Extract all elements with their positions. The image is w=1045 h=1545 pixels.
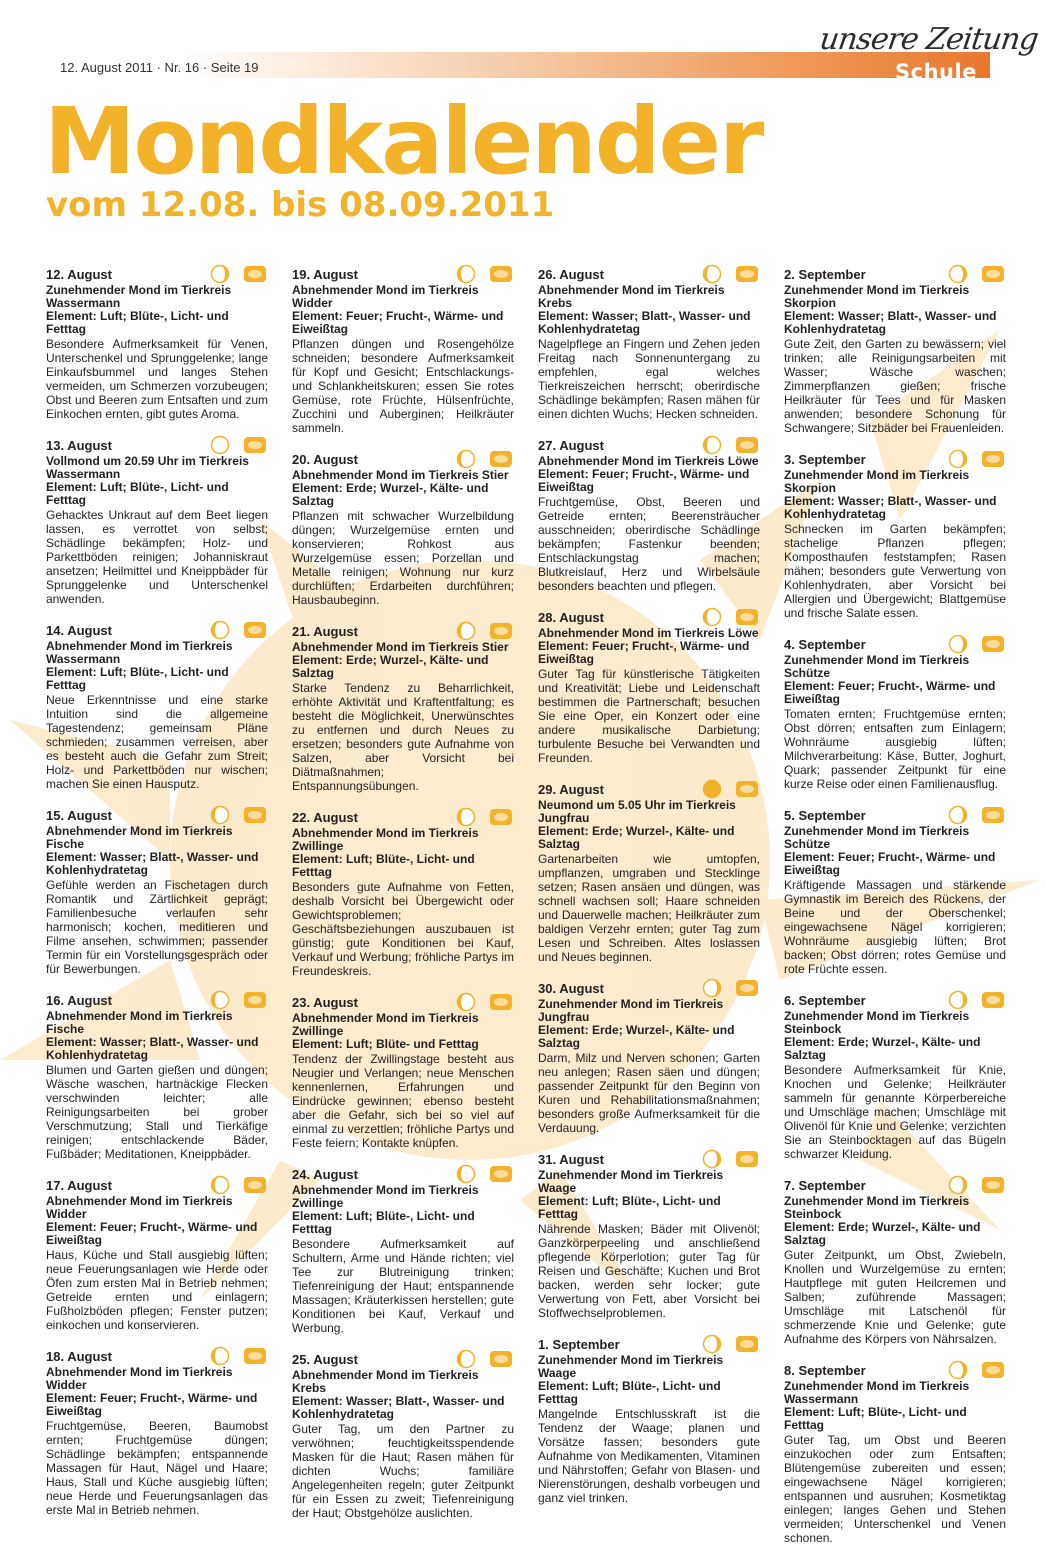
element-line: Element: Wasser; Blatt-, Wasser- und Kohlenhydratetag (784, 494, 997, 521)
leo-icon (736, 609, 758, 625)
element-line: Element: Feuer; Frucht-, Wärme- und Eiweißtag (46, 1220, 258, 1247)
moon-waxing-icon (948, 1175, 968, 1195)
calendar-entry (538, 779, 760, 964)
entry-header (784, 634, 1006, 654)
element-line: Element: Feuer; Frucht-, Wärme- und Eiweißtag (784, 850, 996, 877)
virgo-icon (736, 781, 758, 797)
moon-phase-line: Abnehmender Mond im Tierkreis Widder (292, 283, 479, 310)
element-line: Element: Luft; Blüte-, Licht- und Fetttag (538, 1379, 721, 1406)
element-line: Element: Feuer; Frucht-, Wärme- und Eiweißtag (538, 639, 750, 666)
entry-date: 14. August (46, 622, 112, 638)
entry-text: Gefühle werden an Fischetagen durch Romantik und Zärtlichkeit geprägt; Familienbesuche verlaufen sehr harmonisch; kochen, meditieren und Filme ansehen, schwimmen; passender Termin für ein Vorstellungsgespräch oder für Bewerbungen. (46, 878, 268, 976)
entry-header (784, 1175, 1006, 1195)
moon-waxing-icon (948, 634, 968, 654)
moon-waning-icon (702, 435, 722, 455)
calendar-entry (292, 992, 514, 1150)
gemini-icon (490, 809, 512, 825)
libra-icon (736, 1336, 758, 1352)
taurus-icon (490, 623, 512, 639)
cancer-icon (736, 266, 758, 282)
moon-waning-icon (456, 264, 476, 284)
entry-date: 16. August (46, 992, 112, 1008)
page-subtitle: vom 12.08. bis 08.09.2011 (46, 185, 555, 225)
entry-date: 17. August (46, 1177, 112, 1193)
entry-text: Gehacktes Unkraut auf dem Beet liegen lassen, es verrottet von selbst; Schädlinge bekämpfen; Holz- und Parkettböden reinigen; Johanniskraut ansetzen; Heilmittel und Kneippbäder für Sprunggelenke und Unterschenkel anwenden. (46, 508, 268, 606)
moon-waning-icon (210, 1346, 230, 1366)
entry-text: Fruchtgemüse, Beeren, Baumobst ernten; Fruchtgemüse düngen; Schädlinge bekämpfen; entspannende Massagen für Haut, Nägel und Haare; Haus, Stall und Küche ausgiebig lüften; neue Herde und Feuerungsanlagen das erste Mal in Betrieb nehmen. (46, 1419, 268, 1517)
calendar-column (292, 264, 514, 1520)
entry-text: Nährende Masken; Bäder mit Olivenöl; Ganzkörperpeeling und anschließend pflegende Körperlotion; guter Tag für Reisen und Geschäfte; Kuchen und Brot backen, werden sehr locker; gute Verwertung von Fett, aber Vorsicht bei Stoffwechselproblemen. (538, 1222, 760, 1320)
entry-header (292, 1349, 514, 1369)
capricorn-icon (982, 992, 1004, 1008)
moon-phase-line: Zunehmender Mond im Tierkreis Skorpion (784, 283, 970, 310)
moon-waning-icon (456, 1349, 476, 1369)
moon-waning-icon (210, 990, 230, 1010)
calendar-column (784, 264, 1006, 1545)
entry-header (784, 449, 1006, 469)
entry-text: Tendenz der Zwillingstage besteht aus Neugier und Verlangen; neue Menschen kennenlernen, Erfahrungen und Eindrücke gewinnen; ebenso besteht aber die Gefahr, sich bei so viel auf einmal zu verzettlen; fröhliche Partys und Feste feiern; Kontakte knüpfen. (292, 1052, 514, 1150)
entry-text: Tomaten ernten; Fruchtgemüse ernten; Obst dörren; entsaften zum Einlagern; Wohnräume ausgiebig lüften; Milchverarbeitung: Käse, Butter, Joghurt, Quark; passender Zeitpunkt für eine kurze Reise oder einen Familienausflug. (784, 707, 1006, 791)
calendar-entry (46, 264, 268, 421)
calendar-entry (538, 1149, 760, 1320)
moon-phase-line: Abnehmender Mond im Tierkreis Stier (292, 640, 509, 654)
moon-phase-line: Zunehmender Mond im Tierkreis Jungfrau (538, 997, 724, 1024)
element-line: Element: Erde; Wurzel-, Kälte- und Salztag (292, 481, 489, 508)
entry-header (538, 607, 760, 627)
entry-date: 18. August (46, 1348, 112, 1364)
calendar-entry (538, 264, 760, 421)
entry-text: Blumen und Garten gießen und düngen; Wäsche waschen, hartnäckige Flecken verschwinden leichter; alle Reinigungsarbeiten bei grober Verschmutzung; Stall und Tierkäfige reinigen; entschlackende Bäder, Fußbäder; Meditationen, Kneippbäder. (46, 1063, 268, 1161)
entry-date: 8. September (784, 1362, 866, 1378)
calendar-entry (46, 990, 268, 1161)
calendar-entry (784, 990, 1006, 1161)
element-line: Element: Wasser; Blatt-, Wasser- und Kohlenhydratetag (538, 309, 751, 336)
calendar-entry (784, 634, 1006, 791)
element-line: Element: Erde; Wurzel-, Kälte- und Salztag (292, 653, 489, 680)
aquarius-icon (244, 437, 266, 453)
calendar-entry (292, 621, 514, 793)
entry-text: Haus, Küche und Stall ausgiebig lüften; neue Feuerungsanlagen wie Herde oder Öfen zum ersten Mal in Betrieb nehmen; Getreide ernten und einlagern; Fußholzböden pflegen; Fenster putzen; einkochen und konservieren. (46, 1248, 268, 1332)
entry-date: 27. August (538, 437, 604, 453)
moon-waning-icon (210, 620, 230, 640)
element-line: Element: Luft; Blüte-, Licht- und Fetttag (784, 1405, 967, 1432)
entry-header (292, 807, 514, 827)
sagittarius-icon (982, 807, 1004, 823)
moon-phase-line: Abnehmender Mond im Tierkreis Löwe (538, 454, 759, 468)
page-title: Mondkalender (44, 88, 763, 195)
element-line: Element: Luft; Blüte-, Licht- und Fetttag (46, 665, 229, 692)
element-line: Element: Luft; Blüte-, Licht- und Fetttag (46, 480, 229, 507)
moon-phase-line: Zunehmender Mond im Tierkreis Schütze (784, 653, 970, 680)
moon-phase-line: Abnehmender Mond im Tierkreis Zwillinge (292, 826, 479, 853)
entry-text: Guter Zeitpunkt, um Obst, Zwiebeln, Knollen und Wurzelgemüse zu ernten; Hautpflege mit guten Heilcremen und Salben; zuführende Massagen; Umschläge mit Latschenöl für schmerzende Knie und Gelenke; gute Aufnahme des Körpers von Nährsalzen. (784, 1248, 1006, 1346)
element-line: Element: Wasser; Blatt-, Wasser- und Kohlenhydratetag (46, 850, 259, 877)
moon-phase-line: Abnehmender Mond im Tierkreis Widder (46, 1365, 233, 1392)
entry-text: Besonders gute Aufnahme von Fetten, deshalb Vorsicht bei Übergewicht oder Gewichtsproblemen; Geschäftsbeziehungen auszubauen ist günstig; gute Konditionen bei Kauf, Verkauf und Werbung; fröhliche Partys im Freundeskreis. (292, 880, 514, 978)
element-line: Element: Feuer; Frucht-, Wärme- und Eiweißtag (538, 467, 750, 494)
newspaper-masthead: unsere Zeitung (817, 22, 1040, 57)
entry-header (292, 449, 514, 469)
entry-date: 30. August (538, 980, 604, 996)
moon-waxing-icon (948, 264, 968, 284)
moon-phase-line: Abnehmender Mond im Tierkreis Krebs (292, 1368, 479, 1395)
entry-header (292, 621, 514, 641)
entry-text: Gartenarbeiten wie umtopfen, umpflanzen, umgraben und Stecklinge setzen; Rasen ansäen und düngen, was schnell wachsen soll; Haare schneiden und Dauerwelle machen; Heilkräuter zum baldigen Verzehr ernten; guter Tag zum Lesen und Schreiben. Altes loslassen und Neues beginnen. (538, 852, 760, 964)
scorpio-icon (982, 266, 1004, 282)
moon-waxing-icon (948, 805, 968, 825)
calendar-column (46, 264, 268, 1517)
entry-header (46, 805, 268, 825)
entry-date: 31. August (538, 1151, 604, 1167)
moon-phase-line: Zunehmender Mond im Tierkreis Steinbock (784, 1009, 970, 1036)
moon-waning-icon (702, 264, 722, 284)
calendar-entry (46, 805, 268, 976)
entry-text: Pflanzen mit schwacher Wurzelbildung düngen; Wurzelgemüse ernten und konservieren; Rohkost aus Wurzelgemüse essen; Porzellan und Metalle reinigen; Wohnung nur kurz durchlüften; Erdarbeiten durchführen; Hausbaubeginn. (292, 509, 514, 607)
calendar-entry (46, 620, 268, 791)
element-line: Element: Erde; Wurzel-, Kälte- und Salztag (784, 1220, 981, 1247)
moon-waxing-icon (702, 1334, 722, 1354)
pisces-icon (244, 992, 266, 1008)
moon-phase-line: Abnehmender Mond im Tierkreis Stier (292, 468, 509, 482)
entry-text: Gute Zeit, den Garten zu bewässern; viel trinken; alle Reinigungsarbeiten mit Wasser; Wäsche waschen; Zimmerpflanzen gießen; frische Heilkräuter für Tees und für Masken anwenden; besondere Schonung für Schwangere; Sitzbäder bei Frauenleiden. (784, 337, 1006, 435)
calendar-entry (292, 1349, 514, 1520)
issue-date-line: 12. August 2011 · Nr. 16 · Seite 19 (60, 60, 259, 75)
entry-text: Besondere Aufmerksamkeit auf Schultern, Arme und Hände richten; viel Tee zur Blutreinigung trinken; Tiefenreinigung der Haut; entspannende Massagen; Kräuterkissen herstellen; gute Konditionen bei Kauf, Verkauf und Werbung. (292, 1237, 514, 1335)
aquarius-icon (982, 1362, 1004, 1378)
cancer-icon (490, 1351, 512, 1367)
calendar-entry (292, 807, 514, 978)
moon-waning-icon (456, 807, 476, 827)
capricorn-icon (982, 1177, 1004, 1193)
entry-text: Guter Tag für künstlerische Tätigkeiten und Kreativität; Liebe und Leidenschaft bestimmen die Partnerschaft; besuchen Sie eine Oper, ein Konzert oder eine andere musikalische Darbietung; turbulente Besuche bei Verwandten und Freunden. (538, 667, 760, 765)
moon-phase-line: Vollmond um 20.59 Uhr im Tierkreis Wassermann (46, 454, 249, 481)
entry-text: Besondere Aufmerksamkeit für Knie, Knochen und Gelenke; Heilkräuter sammeln für genannte Körperbereiche und Umschläge machen; Umschläge mit Olivenöl für Knie und Gelenke; verzichten Sie an Steinbocktagen auf das Bügeln schwarzer Kleidung. (784, 1063, 1006, 1161)
calendar-entry (46, 1346, 268, 1517)
element-line: Element: Erde; Wurzel-, Kälte- und Salztag (538, 1023, 735, 1050)
calendar-column (538, 264, 760, 1505)
entry-date: 22. August (292, 809, 358, 825)
moon-waxing-icon (948, 1360, 968, 1380)
entry-date: 7. September (784, 1177, 866, 1193)
section-label: Schule (895, 60, 977, 84)
moon-phase-line: Abnehmender Mond im Tierkreis Wassermann (46, 639, 233, 666)
entry-date: 12. August (46, 266, 112, 282)
moon-phase-line: Abnehmender Mond im Tierkreis Fische (46, 1009, 233, 1036)
entry-date: 21. August (292, 623, 358, 639)
aries-icon (244, 1177, 266, 1193)
entry-header (784, 264, 1006, 284)
aries-icon (490, 266, 512, 282)
aquarius-icon (244, 266, 266, 282)
moon-phase-line: Zunehmender Mond im Tierkreis Schütze (784, 824, 970, 851)
moon-phase-line: Zunehmender Mond im Tierkreis Wassermann (784, 1379, 970, 1406)
moon-waning-icon (456, 449, 476, 469)
calendar-entry (292, 1164, 514, 1335)
moon-phase-line: Zunehmender Mond im Tierkreis Wassermann (46, 283, 232, 310)
entry-date: 20. August (292, 451, 358, 467)
entry-header (538, 1334, 760, 1354)
scorpio-icon (982, 451, 1004, 467)
moon-new-icon (702, 779, 722, 799)
moon-waning-icon (210, 1175, 230, 1195)
entry-date: 2. September (784, 266, 866, 282)
entry-header (46, 264, 268, 284)
entry-header (46, 435, 268, 455)
element-line: Element: Erde; Wurzel-, Kälte- und Salztag (784, 1035, 981, 1062)
moon-phase-line: Abnehmender Mond im Tierkreis Widder (46, 1194, 233, 1221)
entry-date: 6. September (784, 992, 866, 1008)
moon-waning-icon (456, 621, 476, 641)
aquarius-icon (244, 622, 266, 638)
moon-waxing-icon (948, 990, 968, 1010)
moon-waning-icon (210, 805, 230, 825)
element-line: Element: Wasser; Blatt-, Wasser- und Kohlenhydratetag (292, 1394, 505, 1421)
entry-date: 3. September (784, 451, 866, 467)
entry-header (46, 620, 268, 640)
entry-date: 13. August (46, 437, 112, 453)
entry-header (538, 264, 760, 284)
entry-date: 26. August (538, 266, 604, 282)
entry-header (538, 1149, 760, 1169)
element-line: Element: Wasser; Blatt-, Wasser- und Kohlenhydratetag (784, 309, 997, 336)
entry-text: Guter Tag, um den Partner zu verwöhnen; feuchtigkeitsspendende Masken für die Haut; Rasen mähen für dichten Wuchs; familiäre Angelegenheiten regeln; guter Zeitpunkt für ein Essen zu zweit; Tiefenreinigung der Haut; Obstgehölze auslichten. (292, 1422, 514, 1520)
moon-phase-line: Abnehmender Mond im Tierkreis Zwillinge (292, 1183, 479, 1210)
taurus-icon (490, 451, 512, 467)
entry-date: 1. September (538, 1336, 620, 1352)
entry-header (538, 435, 760, 455)
libra-icon (736, 1151, 758, 1167)
entry-header (46, 1175, 268, 1195)
entry-header (46, 990, 268, 1010)
moon-phase-line: Zunehmender Mond im Tierkreis Waage (538, 1168, 724, 1195)
moon-phase-line: Zunehmender Mond im Tierkreis Waage (538, 1353, 724, 1380)
moon-phase-line: Abnehmender Mond im Tierkreis Fische (46, 824, 233, 851)
entry-text: Kräftigende Massagen und stärkende Gymnastik im Bereich des Rückens, der Beine und der Oberschenkel; eingewachsene Nägel korrigieren; Wohnräume ausgiebig lüften; Brot backen; Obst dörren; rotes Gemüse und rote Früchte essen. (784, 878, 1006, 976)
element-line: Element: Erde; Wurzel-, Kälte- und Salztag (538, 824, 735, 851)
entry-header (784, 805, 1006, 825)
entry-text: Nagelpflege an Fingern und Zehen jeden Freitag nach Sonnenuntergang zu empfehlen, egal welches Tierkreiszeichen herrscht; oberirdische Schädlinge bekämpfen; Rasen mähen für einen dichten Wuchs; Hecken schneiden. (538, 337, 760, 421)
element-line: Element: Luft; Blüte-, Licht- und Fetttag (46, 309, 229, 336)
calendar-entry (784, 1360, 1006, 1545)
moon-phase-line: Zunehmender Mond im Tierkreis Skorpion (784, 468, 970, 495)
leo-icon (736, 437, 758, 453)
pisces-icon (244, 807, 266, 823)
calendar-entry (538, 1334, 760, 1505)
calendar-entry (46, 1175, 268, 1332)
moon-waning-icon (456, 992, 476, 1012)
calendar-entry (292, 449, 514, 607)
calendar-entry (292, 264, 514, 435)
entry-date: 19. August (292, 266, 358, 282)
entry-text: Schnecken im Garten bekämpfen; stachelige Pflanzen pflegen; Komposthaufen feststampfen; Rasen mähen; besonders gute Verwertung von Kohlenhydraten, aber Vorsicht bei Allergien und Übergewicht; Blattgemüse und frische Salate essen. (784, 522, 1006, 620)
element-line: Element: Feuer; Frucht-, Wärme- und Eiweißtag (46, 1391, 258, 1418)
gemini-icon (490, 1166, 512, 1182)
moon-waxing-icon (210, 264, 230, 284)
entry-text: Darm, Milz und Nerven schonen; Garten neu anlegen; Rasen säen und düngen; passender Zeitpunkt für den Beginn von Kuren und Rehabilitationsmaßnahmen; besonders große Aufmerksamkeit für die Verdauung. (538, 1051, 760, 1135)
entry-text: Mangelnde Entschlusskraft ist die Tendenz der Waage; planen und Vorsätze fassen; besonders gute Aufnahme von Medikamenten, Vitaminen und Nährstoffen; Gefahr von Blasen- und Nierenstörungen, deshalb vorbeugen und ganz viel trinken. (538, 1407, 760, 1505)
moon-full-icon (210, 435, 230, 455)
moon-waning-icon (456, 1164, 476, 1184)
gemini-icon (490, 994, 512, 1010)
calendar-entry (784, 805, 1006, 976)
entry-date: 29. August (538, 781, 604, 797)
entry-header (46, 1346, 268, 1366)
element-line: Element: Luft; Blüte- und Fetttag (292, 1037, 479, 1051)
calendar-entry (784, 264, 1006, 435)
entry-text: Starke Tendenz zu Beharrlichkeit, erhöhte Aktivität und Kraftentfaltung; es besteht die Möglichkeit, Unerwünschtes zu entfernen und durch Neues zu ersetzen; besonders gute Aufnahme von Salzen, aber Vorsicht bei Diätmaßnahmen; Entspannungsübungen. (292, 681, 514, 793)
calendar-entry (784, 449, 1006, 620)
calendar-columns (46, 264, 1008, 1545)
virgo-icon (736, 980, 758, 996)
entry-date: 25. August (292, 1351, 358, 1367)
entry-date: 28. August (538, 609, 604, 625)
entry-date: 24. August (292, 1166, 358, 1182)
element-line: Element: Feuer; Frucht-, Wärme- und Eiweißtag (292, 309, 504, 336)
moon-phase-line: Neumond um 5.05 Uhr im Tierkreis Jungfrau (538, 798, 736, 825)
entry-text: Neue Erkenntnisse und eine starke Intuition sind die allgemeine Tagestendenz; gemeinsam Pläne schmieden; zusammen verreisen, aber es besteht auch die Gefahr zum Streit; Holz- und Parkettböden nur wischen; machen Sie einen Hausputz. (46, 693, 268, 791)
entry-header (292, 1164, 514, 1184)
entry-date: 5. September (784, 807, 866, 823)
moon-phase-line: Abnehmender Mond im Tierkreis Krebs (538, 283, 725, 310)
entry-header (292, 264, 514, 284)
moon-phase-line: Zunehmender Mond im Tierkreis Steinbock (784, 1194, 970, 1221)
entry-date: 4. September (784, 636, 866, 652)
calendar-entry (538, 607, 760, 765)
element-line: Element: Wasser; Blatt-, Wasser- und Kohlenhydratetag (46, 1035, 259, 1062)
entry-header (292, 992, 514, 1012)
entry-header (784, 990, 1006, 1010)
moon-waxing-icon (948, 449, 968, 469)
calendar-entry (784, 1175, 1006, 1346)
moon-waxing-icon (702, 1149, 722, 1169)
sagittarius-icon (982, 636, 1004, 652)
calendar-entry (538, 978, 760, 1135)
entry-date: 15. August (46, 807, 112, 823)
entry-text: Besondere Aufmerksamkeit für Venen, Unterschenkel und Sprunggelenke; lange Einkaufsbummel und langes Stehen vermeiden, um Schmerzen vorzubeugen; Obst und Beeren zum Entsaften und zum Einkochen ernten, gibt gutes Aroma. (46, 337, 268, 421)
entry-text: Guter Tag, um Obst und Beeren einzukochen oder zum Entsaften; Blütengemüse zubereiten und essen; eingewachsene Nägel korrigieren; entspannen und ausruhen; Kosmetiktag einlegen; langes Gehen und Stehen vermeiden; Unterschenkel und Venen schonen. (784, 1433, 1006, 1545)
element-line: Element: Luft; Blüte-, Licht- und Fetttag (292, 852, 475, 879)
entry-header (538, 779, 760, 799)
element-line: Element: Luft; Blüte-, Licht- und Fetttag (538, 1194, 721, 1221)
entry-date: 23. August (292, 994, 358, 1010)
moon-phase-line: Abnehmender Mond im Tierkreis Löwe (538, 626, 759, 640)
entry-header (784, 1360, 1006, 1380)
element-line: Element: Luft; Blüte-, Licht- und Fetttag (292, 1209, 475, 1236)
entry-text: Pflanzen düngen und Rosengehölze schneiden; besondere Aufmerksamkeit für Kopf und Gesicht; Entschlackungs- und Schlankheitskuren; essen Sie rotes Gemüse, rote Früchte, Hülsenfrüchte, Zucchini und Auberginen; Heilkräuter sammeln. (292, 337, 514, 435)
aries-icon (244, 1348, 266, 1364)
moon-waning-icon (702, 607, 722, 627)
element-line: Element: Feuer; Frucht-, Wärme- und Eiweißtag (784, 679, 996, 706)
calendar-entry (46, 435, 268, 606)
moon-waxing-icon (702, 978, 722, 998)
calendar-entry (538, 435, 760, 593)
moon-phase-line: Abnehmender Mond im Tierkreis Zwillinge (292, 1011, 479, 1038)
entry-text: Fruchtgemüse, Obst, Beeren und Getreide ernten; Beerensträucher ausschneiden; oberirdische Schädlinge bekämpfen; Fastenkur beenden; Entschlackungstag machen; Blutkreislauf, Herz und Wirbelsäule besonders beachten und pflegen. (538, 495, 760, 593)
entry-header (538, 978, 760, 998)
